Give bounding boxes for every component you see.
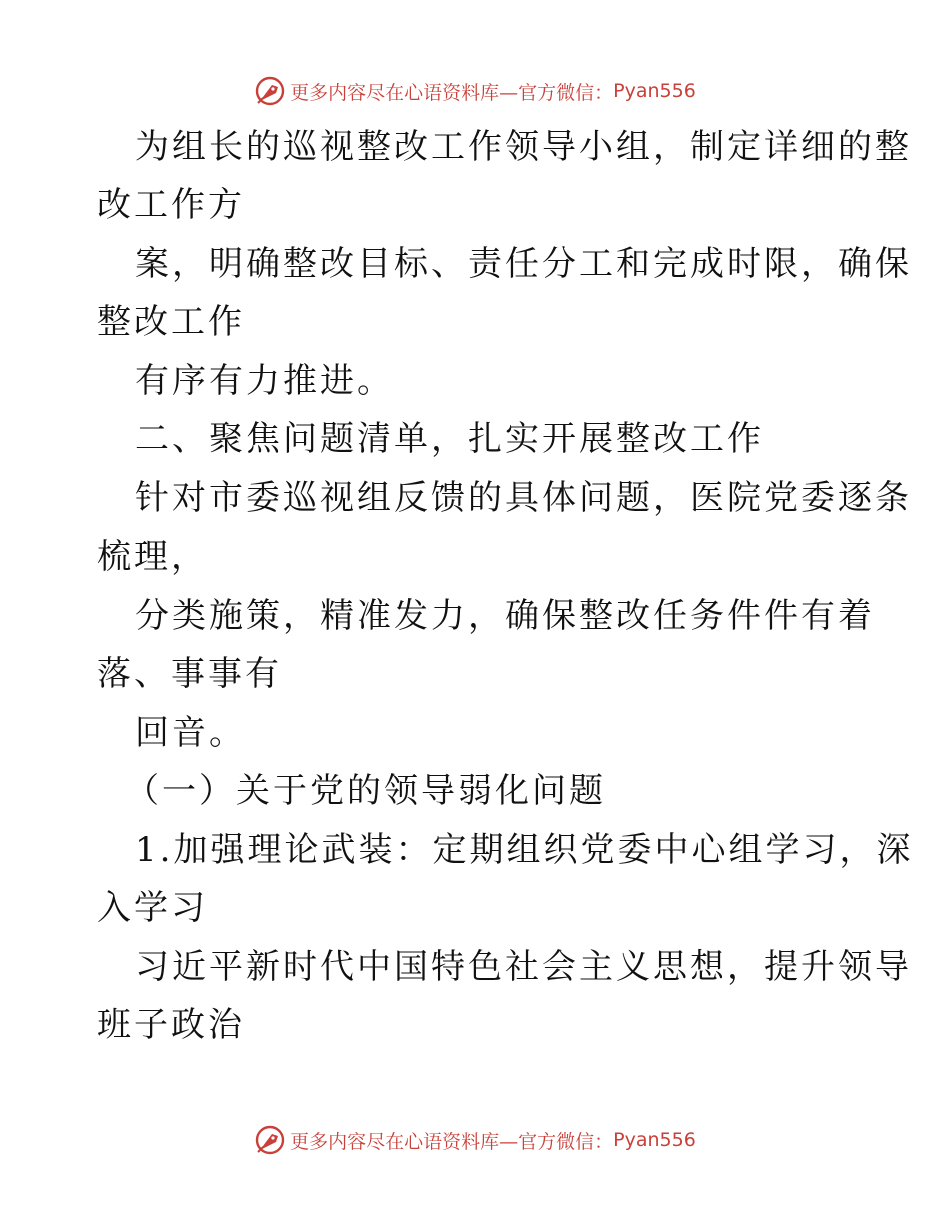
text-line: 习近平新时代中国特色社会主义思想，提升领导 [135,947,912,987]
footer-banner [0,1120,950,1160]
text-line: 有序有力推进。 [135,361,394,401]
text-line: 梳理， [97,537,208,577]
header-banner [0,71,950,111]
text-line: 针对市委巡视组反馈的具体问题，医院党委逐条 [135,478,912,518]
text-line: 落、事事有 [97,654,282,694]
header-wechat-id: Pyan556 [613,80,696,102]
footer-banner-text: 更多内容尽在心语资料库—官方微信： [290,1130,614,1153]
subsection-heading: （一）关于党的领导弱化问题 [125,771,606,811]
text-line: 班子政治 [97,1005,245,1045]
footer-wechat-id: Pyan556 [613,1129,696,1151]
text-line: 改工作方 [97,185,245,225]
section-heading: 二、聚焦问题清单，扎实开展整改工作 [135,419,764,459]
pen-nib-logo-icon [254,75,286,107]
text-line: 案，明确整改目标、责任分工和完成时限，确保 [135,244,912,284]
pen-nib-logo-icon [254,1124,286,1156]
text-line: 回音。 [135,713,246,753]
header-banner-text: 更多内容尽在心语资料库—官方微信： [290,81,614,104]
text-line: 1.加强理论武装：定期组织党委中心组学习，深 [135,830,914,870]
text-line: 入学习 [97,888,208,928]
text-line: 分类施策，精准发力，确保整改任务件件有着 [135,596,875,636]
text-line: 为组长的巡视整改工作领导小组，制定详细的整 [135,127,912,167]
text-line: 整改工作 [97,302,245,342]
